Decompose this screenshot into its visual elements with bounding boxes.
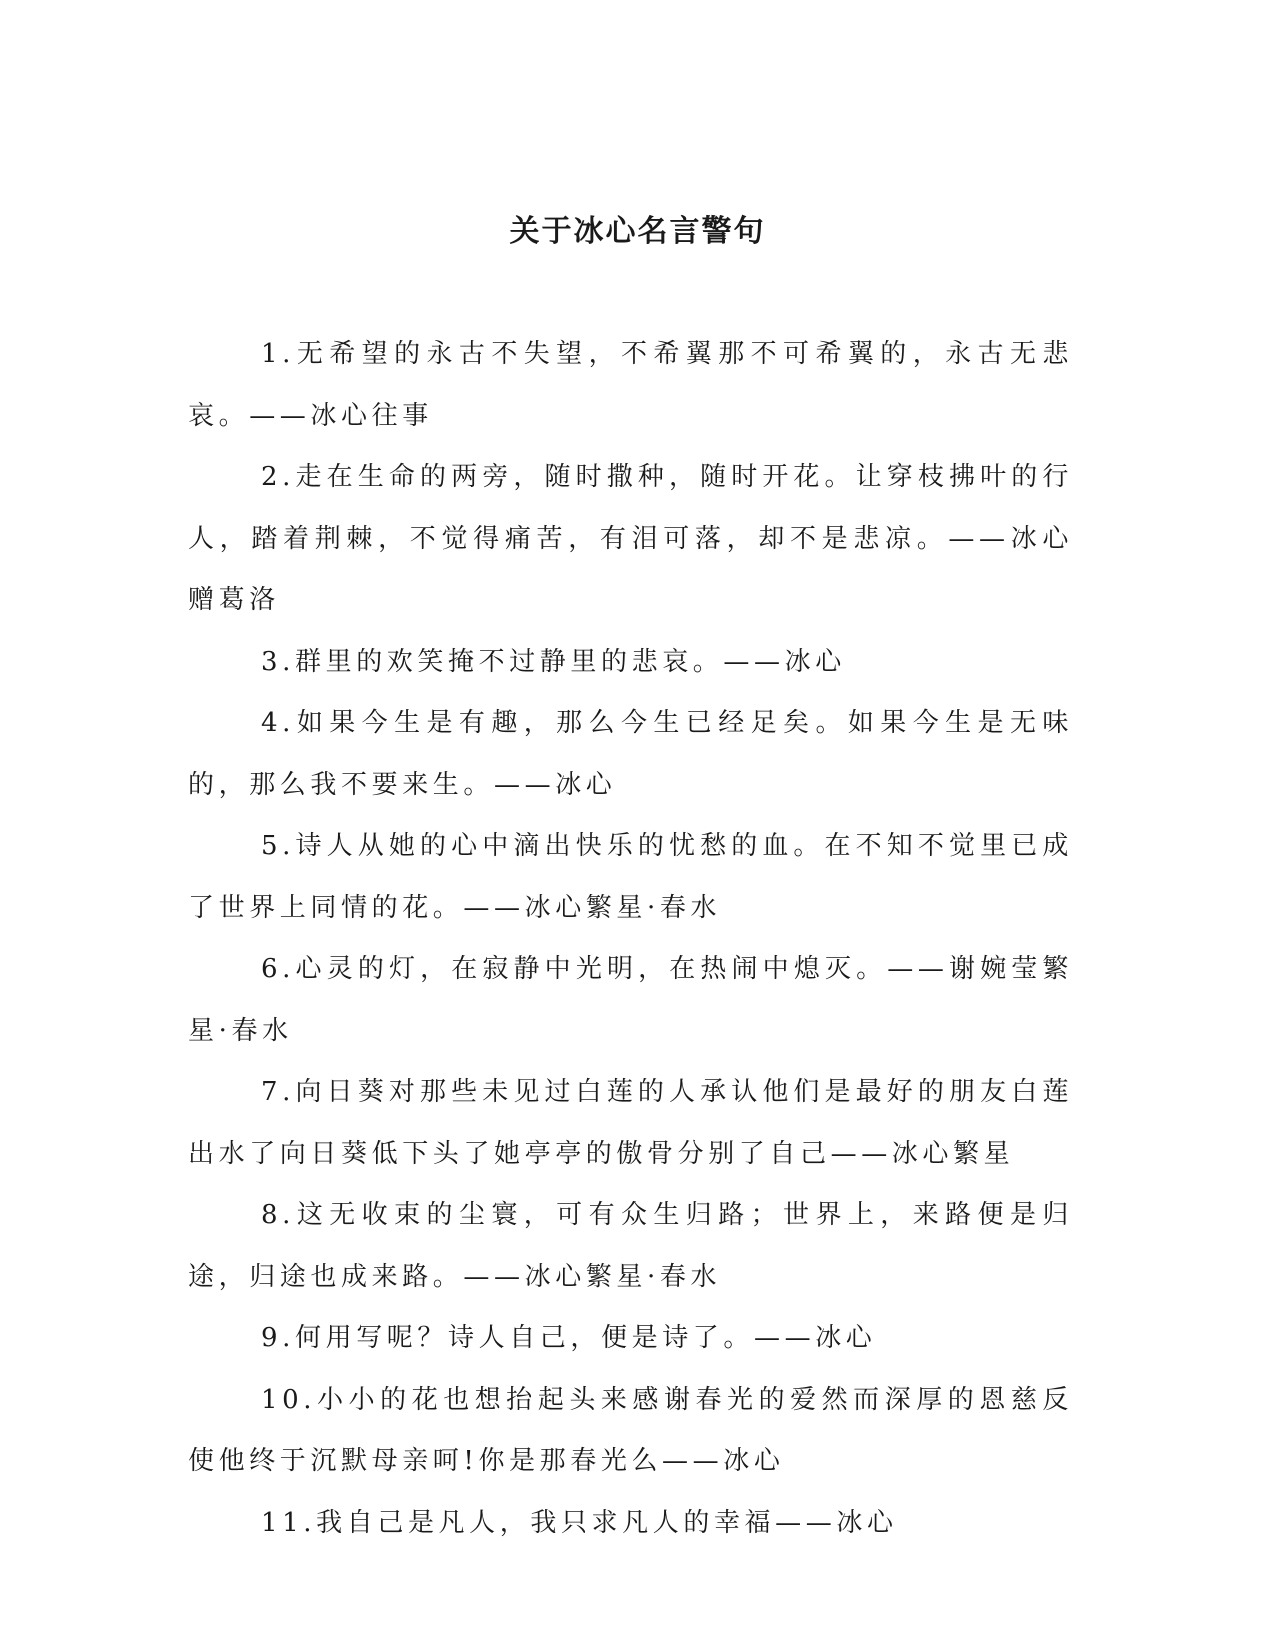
quote-list	[188, 324, 1073, 1554]
quote-item-10: 10.小小的花也想抬起头来感谢春光的爱然而深厚的恩慈反使他终于沉默母亲呵!你是那春光么——冰心	[188, 1384, 1073, 1476]
quote-item-9: 9.何用写呢？诗人自己，便是诗了。——冰心	[261, 1323, 877, 1353]
quote-item-11: 11.我自己是凡人，我只求凡人的幸福——冰心	[261, 1507, 898, 1538]
quote-item-8: 8.这无收束的尘寰，可有众生归路；世界上，来路便是归途，归途也成来路。——冰心繁星·春水	[188, 1200, 1073, 1292]
quote-item-6: 6.心灵的灯，在寂静中光明，在热闹中熄灭。——谢婉莹繁星·春水	[188, 954, 1073, 1046]
quote-item-3: 3.群里的欢笑掩不过静里的悲哀。——冰心	[261, 646, 846, 677]
quote-item-7: 7.向日葵对那些未见过白莲的人承认他们是最好的朋友白莲出水了向日葵低下头了她亭亭的傲骨分别了自己——冰心繁星	[188, 1077, 1073, 1169]
quote-item-4: 4.如果今生是有趣，那么今生已经足矣。如果今生是无味的，那么我不要来生。——冰心	[188, 708, 1073, 800]
quote-item-2: 2.走在生命的两旁，随时撒种，随时开花。让穿枝拂叶的行人，踏着荆棘，不觉得痛苦，有泪可落，却不是悲凉。——冰心赠葛洛	[188, 462, 1073, 615]
quote-item-5: 5.诗人从她的心中滴出快乐的忧愁的血。在不知不觉里已成了世界上同情的花。——冰心繁星·春水	[188, 831, 1073, 923]
page-title: 关于冰心名言警句	[509, 214, 766, 249]
quote-item-1: 1.无希望的永古不失望，不希翼那不可希翼的，永古无悲哀。——冰心往事	[188, 339, 1073, 431]
